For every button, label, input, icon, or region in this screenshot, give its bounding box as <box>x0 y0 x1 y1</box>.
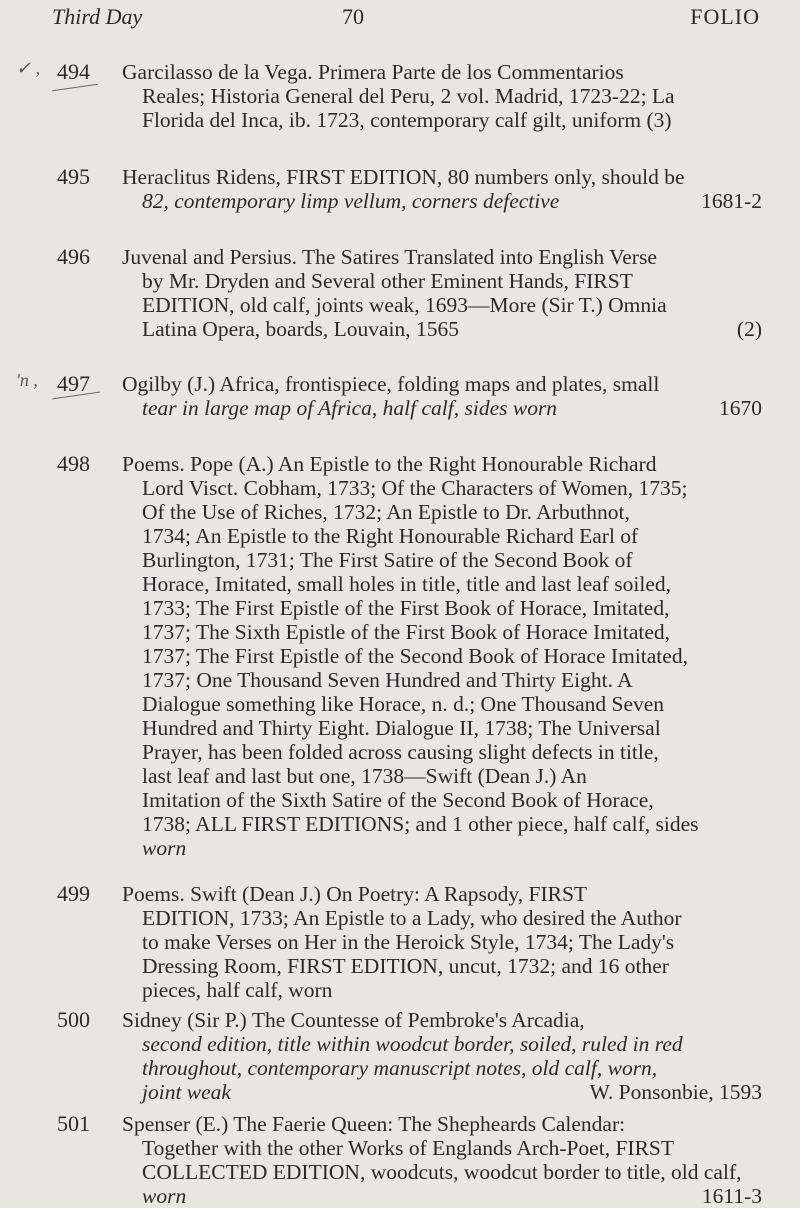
lot-line: throughout, contemporary manuscript notes, old calf, worn, <box>142 1056 658 1080</box>
lot-description <box>122 372 762 420</box>
lot-line: Dressing Room, FIRST EDITION, uncut, 1732; and 16 other <box>142 954 669 978</box>
lot-line: Sidney (Sir P.) The Countesse of Pembroke's Arcadia, <box>122 1008 585 1032</box>
lot-date: 1670 <box>719 396 762 420</box>
lot-number: 496 <box>57 244 90 269</box>
lot-number: 500 <box>57 1007 90 1032</box>
lot-line: to make Verses on Her in the Heroick Style, 1734; The Lady's <box>142 930 675 954</box>
lot-line-with-date <box>122 396 762 420</box>
pencil-underline-494 <box>52 84 98 91</box>
lot-line: tear in large map of Africa, half calf, sides worn <box>142 396 558 420</box>
lot-description <box>122 452 762 860</box>
pencil-mark-497: ʹn , <box>16 370 38 390</box>
lot-line: by Mr. Dryden and Several other Eminent Hands, FIRST <box>142 269 633 293</box>
lot-line: Horace, Imitated, small holes in title, title and last leaf soiled, <box>142 572 671 596</box>
lot-line: Burlington, 1731; The First Satire of the Second Book of <box>142 548 633 572</box>
lot-line: Latina Opera, boards, Louvain, 1565 <box>142 317 460 341</box>
lot-line: 1737; One Thousand Seven Hundred and Thirty Eight. A <box>142 668 633 692</box>
lot-description <box>122 882 762 1002</box>
lot-line: 82, contemporary limp vellum, corners defective <box>142 189 560 213</box>
lot-line: Juvenal and Persius. The Satires Translated into English Verse <box>122 245 657 269</box>
lot-line: Lord Visct. Cobham, 1733; Of the Characters of Women, 1735; <box>142 476 688 500</box>
lot-line: Prayer, has been folded across causing slight defects in title, <box>142 740 659 764</box>
lot-description <box>122 165 762 213</box>
lot-line: Poems. Pope (A.) An Epistle to the Right Honourable Richard <box>122 452 657 476</box>
lot-line: EDITION, 1733; An Epistle to a Lady, who desired the Author <box>142 906 682 930</box>
lot-number: 494 <box>57 59 90 84</box>
lot-number: 495 <box>57 164 90 189</box>
lot-line: EDITION, old calf, joints weak, 1693—More (Sir T.) Omnia <box>142 293 667 317</box>
lot-line: second edition, title within woodcut border, soiled, ruled in red <box>142 1032 683 1056</box>
lot-date: 1611-3 <box>701 1184 762 1208</box>
lot-line: worn <box>142 836 187 860</box>
lot-line: Garcilasso de la Vega. Primera Parte de los Commentarios <box>122 60 624 84</box>
lot-line: 1734; An Epistle to the Right Honourable Richard Earl of <box>142 524 639 548</box>
lot-date: W. Ponsonbie, 1593 <box>589 1080 762 1104</box>
lot-line: 1737; The First Epistle of the Second Book of Horace Imitated, <box>142 644 688 668</box>
lot-description <box>122 1008 762 1104</box>
lot-line: 1737; The Sixth Epistle of the First Book of Horace Imitated, <box>142 620 671 644</box>
lot-date: 1681-2 <box>701 189 762 213</box>
lot-line: joint weak <box>142 1080 231 1104</box>
lot-description <box>122 245 762 341</box>
running-head-day: Third Day <box>52 4 143 29</box>
lot-line: Heraclitus Ridens, FIRST EDITION, 80 numbers only, should be <box>122 165 685 189</box>
page-header <box>52 4 760 34</box>
lot-description <box>122 1112 762 1208</box>
lot-line: Imitation of the Sixth Satire of the Second Book of Horace, <box>142 788 654 812</box>
lot-number: 497 <box>57 371 90 396</box>
lot-number: 501 <box>57 1111 90 1136</box>
lot-line-with-date <box>122 1184 762 1208</box>
lot-line: Dialogue something like Horace, n. d.; One Thousand Seven <box>142 692 665 716</box>
lot-line: Of the Use of Riches, 1732; An Epistle to Dr. Arbuthnot, <box>142 500 630 524</box>
lot-line: 1738; ALL FIRST EDITIONS; and 1 other piece, half calf, sides <box>142 812 699 836</box>
lot-line: Poems. Swift (Dean J.) On Poetry: A Rapsody, FIRST <box>122 882 588 906</box>
lot-line: Ogilby (J.) Africa, frontispiece, folding maps and plates, small <box>122 372 660 396</box>
lot-line: Together with the other Works of Englands Arch-Poet, FIRST <box>142 1136 674 1160</box>
lot-line: Hundred and Thirty Eight. Dialogue II, 1738; The Universal <box>142 716 661 740</box>
lot-line: last leaf and last but one, 1738—Swift (Dean J.) An <box>142 764 587 788</box>
lot-line-with-date <box>122 317 762 341</box>
lot-line-with-date <box>122 1080 762 1104</box>
lot-line: pieces, half calf, worn <box>142 978 333 1002</box>
running-head-format: FOLIO <box>690 4 760 29</box>
lot-description <box>122 60 762 132</box>
lot-line: Spenser (E.) The Faerie Queen: The Shepheards Calendar: <box>122 1112 626 1136</box>
pencil-mark-494: ✓ , <box>16 58 41 78</box>
lot-line: worn <box>142 1184 187 1208</box>
lot-date: (2) <box>736 317 762 341</box>
lot-line: Florida del Inca, ib. 1723, contemporary calf gilt, uniform (3) <box>142 108 672 132</box>
lot-line: 1733; The First Epistle of the First Book of Horace, Imitated, <box>142 596 670 620</box>
lot-line: Reales; Historia General del Peru, 2 vol. Madrid, 1723-22; La <box>142 84 675 108</box>
lot-number: 498 <box>57 451 90 476</box>
lot-line: COLLECTED EDITION, woodcuts, woodcut border to title, old calf, <box>142 1160 742 1184</box>
lot-line-with-date <box>122 189 762 213</box>
page-number: 70 <box>342 4 364 29</box>
lot-number: 499 <box>57 881 90 906</box>
